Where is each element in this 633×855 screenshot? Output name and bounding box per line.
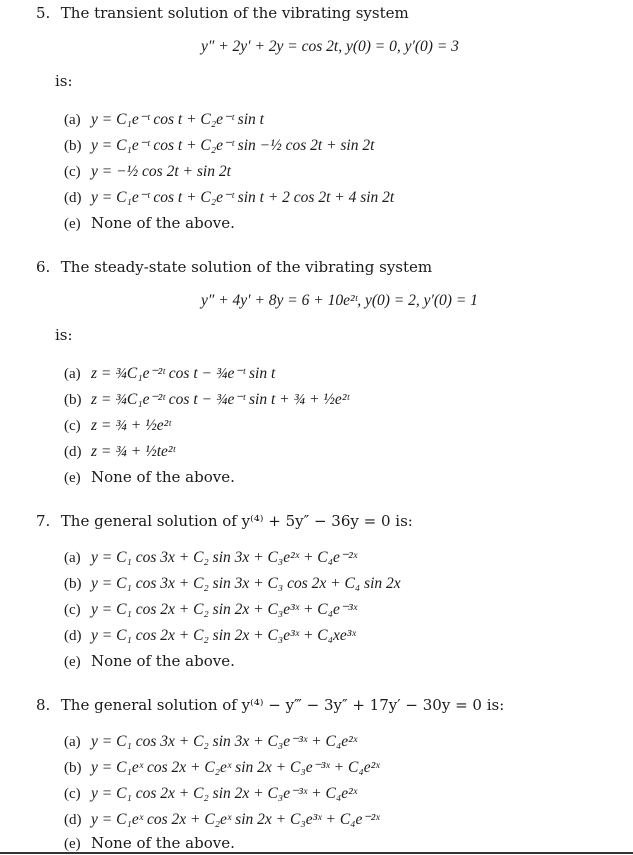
question-8-option-d[interactable]: (d) y = C₁eˣ cos 2x + C₂eˣ sin 2x + C₃e³ˣ + C₄e⁻²ˣ: [64, 811, 380, 828]
question-6-equation: y″ + 4y′ + 8y = 6 + 10e²ᵗ, y(0) = 2, y′(0) = 1: [201, 292, 478, 309]
question-5-number: 5.: [36, 4, 51, 22]
question-8-option-e[interactable]: (e) None of the above.: [64, 834, 235, 852]
question-7-option-e[interactable]: (e) None of the above.: [64, 652, 235, 670]
question-5-is-label: is:: [55, 72, 73, 90]
question-6-option-d[interactable]: (d) z = ¾ + ½te²ᵗ: [64, 443, 176, 460]
question-8-prompt: [36, 696, 504, 714]
question-6-option-b[interactable]: (b) z = ¾C₁e⁻²ᵗ cos t − ¾e⁻ᵗ sin t + ¾ + ½e²ᵗ: [64, 391, 350, 408]
question-5-equation: y″ + 2y′ + 2y = cos 2t, y(0) = 0, y′(0) = 3: [201, 38, 459, 55]
question-6-option-e[interactable]: (e) None of the above.: [64, 468, 235, 486]
question-5-text: The transient solution of the vibrating system: [60, 4, 409, 22]
question-6-is-label: is:: [55, 326, 73, 344]
question-6-number: 6.: [36, 258, 51, 276]
question-8-option-a[interactable]: (a) y = C₁ cos 3x + C₂ sin 3x + C₃e⁻³ˣ + C₄e²ˣ: [64, 733, 358, 750]
question-8-option-c[interactable]: (c) y = C₁ cos 2x + C₂ sin 2x + C₃e⁻³ˣ + C₄e²ˣ: [64, 785, 358, 802]
question-7-option-c[interactable]: (c) y = C₁ cos 2x + C₂ sin 2x + C₃e³ˣ + C₄e⁻³ˣ: [64, 601, 358, 618]
question-5-option-a[interactable]: (a) y = C₁e⁻ᵗ cos t + C₂e⁻ᵗ sin t: [64, 111, 264, 128]
question-7-prompt: [36, 512, 413, 530]
question-5-option-d[interactable]: (d) y = C₁e⁻ᵗ cos t + C₂e⁻ᵗ sin t + 2 cos 2t + 4 sin 2t: [64, 189, 395, 206]
question-7-number: 7.: [36, 512, 51, 530]
question-8-number: 8.: [36, 696, 51, 714]
question-5-prompt: [36, 4, 409, 22]
question-7-text: The general solution of y⁽⁴⁾ + 5y″ − 36y = 0 is:: [60, 512, 413, 530]
question-6-option-c[interactable]: (c) z = ¾ + ½e²ᵗ: [64, 417, 171, 434]
question-7-option-d[interactable]: (d) y = C₁ cos 2x + C₂ sin 2x + C₃e³ˣ + C₄xe³ˣ: [64, 627, 356, 644]
question-6-prompt: [36, 258, 432, 276]
question-6-text: The steady-state solution of the vibrating system: [60, 258, 433, 276]
question-7-option-b[interactable]: (b) y = C₁ cos 3x + C₂ sin 3x + C₃ cos 2x + C₄ sin 2x: [64, 575, 401, 592]
question-5-option-e[interactable]: (e) None of the above.: [64, 214, 235, 232]
page-bottom-rule: [0, 852, 633, 854]
question-5-option-b[interactable]: (b) y = C₁e⁻ᵗ cos t + C₂e⁻ᵗ sin −½ cos 2t + sin 2t: [64, 137, 375, 154]
question-8-option-b[interactable]: (b) y = C₁eˣ cos 2x + C₂eˣ sin 2x + C₃e⁻³ˣ + C₄e²ˣ: [64, 759, 380, 776]
question-5-option-c[interactable]: (c) y = −½ cos 2t + sin 2t: [64, 163, 231, 180]
question-8-text: The general solution of y⁽⁴⁾ − y‴ − 3y″ + 17y′ − 30y = 0 is:: [60, 696, 505, 714]
question-6-option-a[interactable]: (a) z = ¾C₁e⁻²ᵗ cos t − ¾e⁻ᵗ sin t: [64, 365, 276, 382]
question-7-option-a[interactable]: (a) y = C₁ cos 3x + C₂ sin 3x + C₃e²ˣ + C₄e⁻²ˣ: [64, 549, 358, 566]
